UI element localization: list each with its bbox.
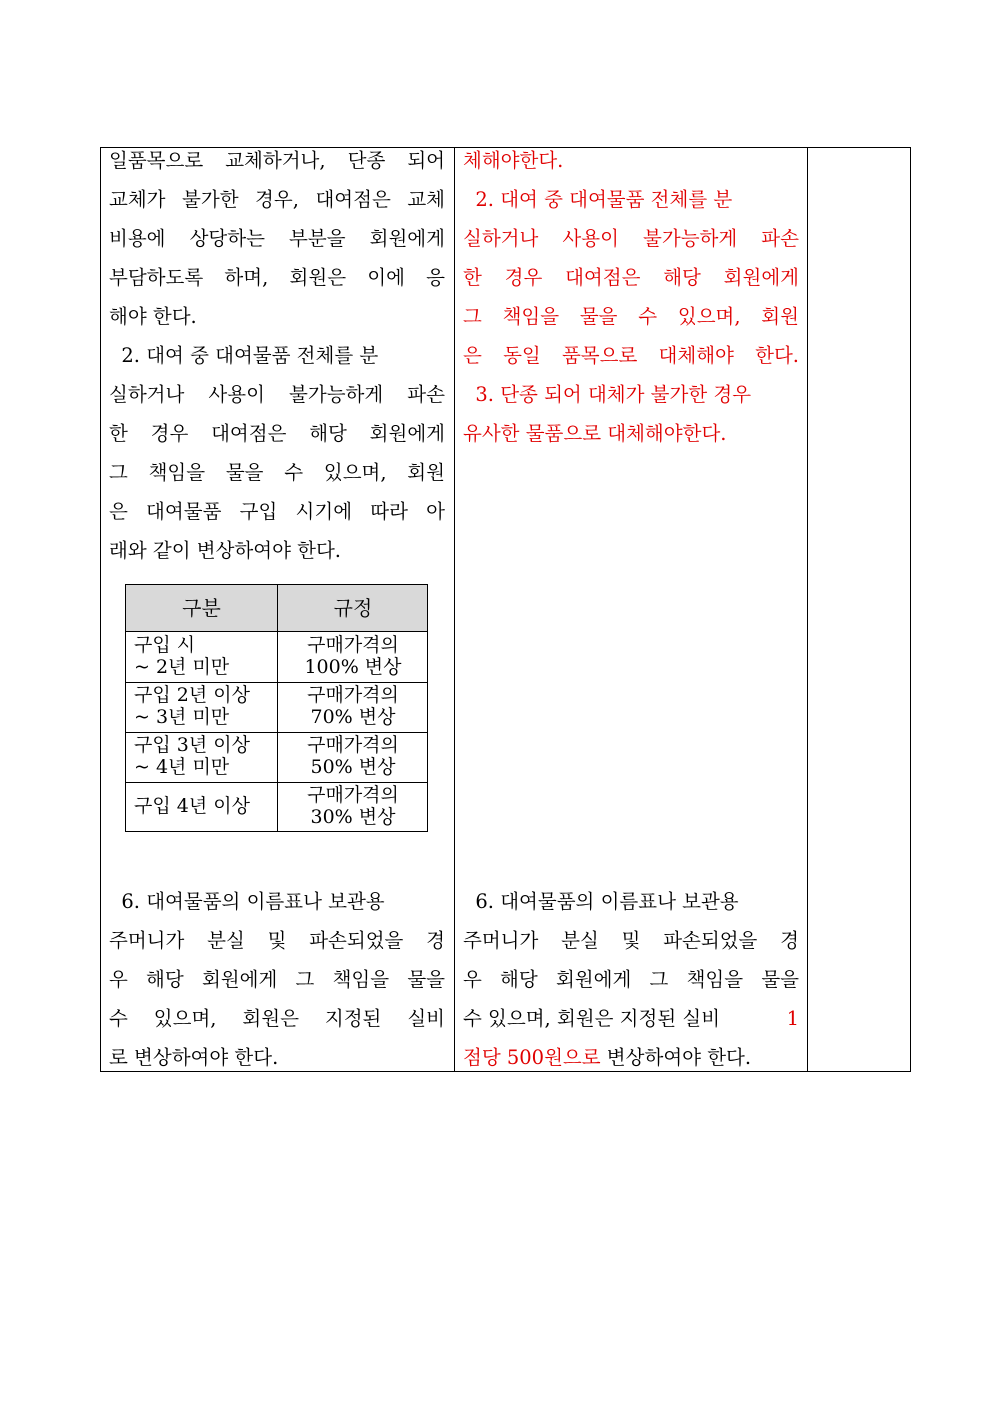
text-line: 주머니가 분실 및 파손되었을 경 xyxy=(463,929,799,952)
text-line: 2. 대여 중 대여물품 전체를 분 xyxy=(463,188,733,211)
text-line xyxy=(463,1045,799,1071)
text-line: 로 변상하여야 한다. xyxy=(109,1046,279,1069)
changed-text: 점당 500원으로 xyxy=(463,1046,601,1069)
period-line: ~ 3년 미만 xyxy=(134,706,230,728)
period-line: 구입 2년 이상 xyxy=(134,684,250,706)
period-line: 구입 시 xyxy=(134,634,196,656)
header-category: 구분 xyxy=(182,596,221,620)
changed-text: 1 xyxy=(786,1007,799,1030)
table-divider xyxy=(126,732,427,733)
text-line: 한 경우 대여점은 해당 회원에게 xyxy=(109,422,445,445)
period-line: ~ 4년 미만 xyxy=(134,756,230,778)
text-segment: 수 있으며, 회원은 지정된 실비 xyxy=(463,1007,727,1030)
period-line: 구입 4년 이상 xyxy=(134,795,250,817)
rule-line: 구매가격의 xyxy=(307,784,399,806)
header-rule: 규정 xyxy=(333,596,373,620)
rule-line: 30% 변상 xyxy=(310,806,396,828)
text-line: 우 해당 회원에게 그 책임을 물을 xyxy=(463,968,799,991)
text-line: 교체가 불가한 경우, 대여점은 교체 xyxy=(109,188,445,211)
text-line: 수 있으며, 회원은 지정된 실비 xyxy=(109,1007,445,1030)
text-line: 그 책임을 물을 수 있으며, 회원 xyxy=(463,305,799,328)
text-line: 실하거나 사용이 불가능하게 파손 xyxy=(109,383,445,406)
text-line: 3. 단종 되어 대체가 불가한 경우 xyxy=(463,383,752,406)
text-line: 실하거나 사용이 불가능하게 파손 xyxy=(463,227,799,250)
text-line: 주머니가 분실 및 파손되었을 경 xyxy=(109,929,445,952)
text-line: 한 경우 대여점은 해당 회원에게 xyxy=(463,266,799,289)
text-line: 그 책임을 물을 수 있으며, 회원 xyxy=(109,461,445,484)
rule-line: 50% 변상 xyxy=(310,756,396,778)
text-line: 체해야한다. xyxy=(463,149,564,172)
column-divider xyxy=(454,148,455,1071)
text-line: 해야 한다. xyxy=(109,305,197,328)
rule-line: 70% 변상 xyxy=(310,706,396,728)
rule-line: 구매가격의 xyxy=(307,734,399,756)
text-line: 일품목으로 교체하거나, 단종 되어 xyxy=(109,149,445,172)
text-line: 우 해당 회원에게 그 책임을 물을 xyxy=(109,968,445,991)
text-line: 2. 대여 중 대여물품 전체를 분 xyxy=(109,344,379,367)
text-line: 부담하도록 하며, 회원은 이에 응 xyxy=(109,266,445,289)
text-line: 비용에 상당하는 부분을 회원에게 xyxy=(109,227,445,250)
table-divider xyxy=(126,782,427,783)
text-line: 래와 같이 변상하여야 한다. xyxy=(109,539,342,562)
text-segment: 변상하여야 한다. xyxy=(600,1046,752,1069)
comparison-table xyxy=(100,147,911,1072)
text-line: 유사한 물품으로 대체해야한다. xyxy=(463,422,727,445)
text-line: 은 대여물품 구입 시기에 따라 아 xyxy=(109,500,445,523)
rule-line: 100% 변상 xyxy=(304,656,402,678)
rule-line: 구매가격의 xyxy=(307,684,399,706)
period-line: ~ 2년 미만 xyxy=(134,656,230,678)
compensation-table xyxy=(125,584,428,832)
table-divider xyxy=(126,682,427,683)
period-line: 구입 3년 이상 xyxy=(134,734,250,756)
rule-line: 구매가격의 xyxy=(307,634,399,656)
text-line: 6. 대여물품의 이름표나 보관용 xyxy=(109,890,385,913)
column-divider xyxy=(807,148,808,1071)
text-line: 은 동일 품목으로 대체해야 한다. xyxy=(463,344,799,367)
text-line: 6. 대여물품의 이름표나 보관용 xyxy=(463,890,739,913)
text-line xyxy=(463,1006,799,1032)
